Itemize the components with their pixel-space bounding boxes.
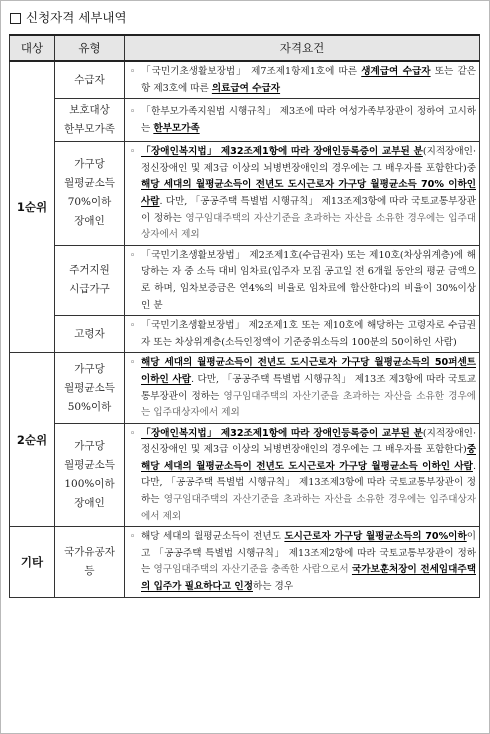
bullet-dot-icon: ◦: [130, 147, 136, 158]
text-segment: 도시근로자 가구당 월평균소득의 70%이하: [284, 531, 467, 543]
type-line: 가구당: [74, 439, 105, 452]
table-row: [10, 245, 480, 315]
type-cell: [55, 423, 125, 527]
table-row: [10, 353, 480, 423]
type-line: 수급자: [74, 73, 105, 86]
text-segment: 해당 세대의 월평균소득이 전년도 도시근로자 가구당 월평균소득의 50퍼센트 이하인 사람: [141, 357, 476, 385]
text-segment: 영구임대주택의 자산기준을 초과하는 자산을 소유한 경우에는 입주대상자에서 제외: [141, 494, 476, 522]
eligibility-table: [9, 34, 480, 598]
priority-rank-cell: 기타: [10, 527, 55, 597]
text-segment: (지적장애인·정신장애인 및 제3급 이상의 뇌병변장애인의 경우에는 그 배우자를 포함한다): [141, 427, 476, 456]
type-cell: [55, 527, 125, 597]
text-segment: . 다만, 「공공주택 특별법 시행규칙」 제13조제3항에 따라 국토교통부장관이 정하는: [141, 460, 476, 506]
header-requirements: 자격요건: [125, 35, 480, 61]
requirement-cell: [125, 423, 480, 527]
header-target: 대상: [10, 35, 55, 61]
requirement-text: [141, 426, 476, 526]
requirement-text: [141, 144, 476, 244]
type-line: 고령자: [74, 327, 105, 340]
text-segment: (지적장애인·정신장애인 및 제3급 이상의 뇌병변장애인의 경우에는 그 배우자를 포함한다)중: [141, 146, 476, 174]
text-segment: 영구임대주택의 자산기준을 충족한 사람으로서: [153, 564, 349, 576]
requirement-text: [141, 64, 476, 97]
requirement-text: [141, 104, 476, 137]
text-segment: 「국민기초생활보장법」 제2조제1호 또는 제10호에 해당하는 고령자로 수급권자 또는 차상위계층(소득인정액이 기준중위소득의 100분의 50이하인 사람): [141, 320, 476, 348]
text-segment: 국가보훈처장이 전세임대주택의 입주가 필요하다고 인정: [141, 564, 476, 593]
text-segment: 영구임대주택의 자산기준을 초과하는 자산을 소유한 경우에는 입주대상자에서 제외: [141, 390, 477, 419]
type-line: 월평균소득: [64, 381, 115, 394]
type-line: 등: [84, 564, 95, 577]
bullet-dot-icon: ◦: [130, 250, 136, 261]
text-segment: 해당 세대의 월평균소득이 전년도: [141, 531, 285, 543]
requirement-cell: [125, 142, 480, 246]
header-type: 유형: [55, 35, 125, 61]
requirement-cell: [125, 316, 480, 353]
table-row: [10, 423, 480, 527]
type-line: 50%이하: [67, 400, 112, 413]
type-cell: [55, 61, 125, 99]
type-line: 시급가구: [69, 283, 110, 296]
text-segment: 하는 경우: [252, 581, 294, 593]
type-line: 월평균소득: [64, 177, 115, 190]
type-line: 보호대상: [69, 104, 110, 117]
table-body: [10, 61, 480, 597]
table-row: [10, 316, 480, 353]
type-line: 가구당: [74, 158, 105, 171]
type-line: 국가유공자: [64, 545, 115, 558]
type-line: 월평균소득: [64, 458, 115, 471]
requirement-cell: [125, 99, 480, 142]
table-header-row: [10, 35, 480, 61]
type-cell: [55, 245, 125, 315]
type-line: 장애인: [74, 496, 105, 509]
section-title: [10, 8, 127, 28]
type-line: 100%이하: [64, 477, 115, 490]
requirement-text: [141, 248, 476, 314]
requirement-text: [141, 529, 476, 595]
table-row: [10, 142, 480, 246]
requirement-text: [141, 355, 476, 421]
checkbox-square-icon: [10, 13, 21, 24]
table-row: [10, 99, 480, 142]
priority-rank-cell: 1순위: [10, 61, 55, 353]
bullet-dot-icon: ◦: [130, 107, 136, 118]
text-segment: 「국민기초생활보장법」 제2조제1호(수급권자) 또는 제10호(차상위계층)에 해당하는 자 중 소득 대비 임차료(입주자 모집 공고일 전 6개월 동안의 평균 금액으로 하며, 임차보증금은 연4%의 비율로 임차료에 합산한다)의 비율이 30%이상인 분: [141, 249, 476, 311]
text-segment: 의료급여 수급자: [211, 82, 281, 94]
text-segment: 중 해당 세대의 월평균소득이 전년도 도시근로자 가구당 월평균소득 이하인 사람: [141, 444, 476, 472]
type-line: 주거지원: [69, 264, 110, 277]
requirement-cell: [125, 245, 480, 315]
requirement-cell: [125, 61, 480, 99]
text-segment: 해당 세대의 월평균소득이 전년도 도시근로자 가구당 월평균소득 70% 이하인 사람: [141, 179, 476, 207]
text-segment: 「장애인복지법」 제32조제1항에 따라 장애인등록증이 교부된 분: [141, 427, 423, 439]
bullet-dot-icon: ◦: [130, 358, 136, 369]
type-cell: [55, 142, 125, 246]
bullet-dot-icon: ◦: [130, 532, 136, 543]
requirement-cell: [125, 353, 480, 423]
text-segment: . 다만, 「공공주택 특별법 시행규칙」 제13조제3항에 따라 국토교통부장관이 정하는: [141, 195, 476, 224]
bullet-dot-icon: ◦: [130, 321, 136, 332]
priority-rank-cell: 2순위: [10, 353, 55, 527]
text-segment: 영구임대주택의 자산기준을 초과하는 자산을 소유한 경우에는 입주대상자에서 제외: [141, 212, 477, 241]
text-segment: 이고 「공공주택 특별법 시행규칙」 제13조제2항에 따라 국토교통부장관이 정하는: [141, 531, 476, 576]
type-line: 장애인: [74, 215, 105, 228]
table-row: [10, 61, 480, 99]
text-segment: 「장애인복지법」 제32조제1항에 따라 장애인등록증이 교부된 분: [141, 146, 423, 158]
text-segment: 생계급여 수급자: [361, 66, 431, 77]
type-cell: [55, 316, 125, 353]
bullet-dot-icon: ◦: [130, 67, 136, 77]
type-cell: [55, 99, 125, 142]
type-line: 70%이하: [67, 196, 112, 209]
text-segment: 「한부모가족지원법 시행규칙」 제3조에 따라 여성가족부장관이 정하여 고시하는: [141, 106, 476, 134]
section-title-text: 신청자격 세부내역: [26, 10, 127, 25]
table-row: [10, 527, 480, 597]
text-segment: . 다만, 「공공주택 특별법 시행규칙」 제13조 제3항에 따라 국토교통부장관이 정하는: [141, 373, 476, 402]
requirement-text: [141, 318, 476, 351]
text-segment: 「국민기초생활보장법」 제7조제1항제1호에 따른: [141, 66, 362, 77]
bullet-dot-icon: ◦: [130, 428, 136, 439]
type-cell: [55, 353, 125, 423]
text-segment: 한부모가족: [153, 122, 200, 134]
type-line: 가구당: [74, 362, 105, 375]
type-line: 한부모가족: [64, 123, 115, 136]
text-segment: 또는 같은 항 제3호에 따른: [141, 66, 477, 94]
requirement-cell: [125, 527, 480, 597]
